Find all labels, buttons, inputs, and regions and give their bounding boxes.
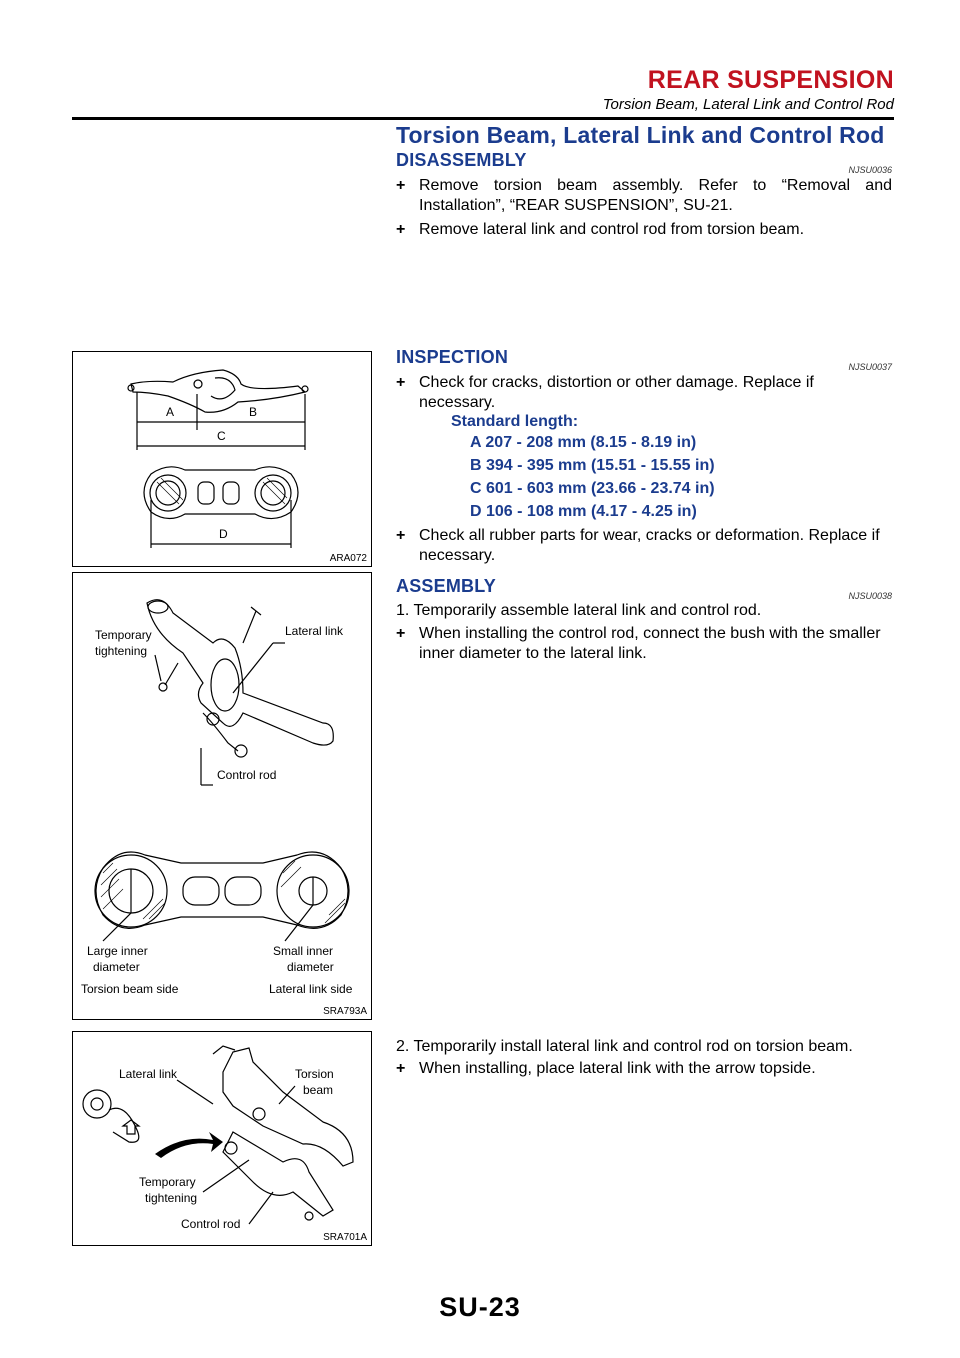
arrow-icon bbox=[155, 1132, 223, 1158]
assembly-list-1 bbox=[396, 624, 892, 664]
figure-assembly bbox=[72, 572, 372, 1020]
list-item bbox=[396, 624, 892, 664]
list-item bbox=[396, 220, 892, 240]
disassembly-code: NJSU0036 bbox=[848, 165, 892, 175]
figure-code: ARA072 bbox=[329, 553, 367, 564]
label-lateral-side: Lateral link side bbox=[269, 982, 353, 996]
disassembly-heading: DISASSEMBLY bbox=[396, 150, 527, 170]
label-tightening: tightening bbox=[95, 644, 148, 658]
torsion-beam-installation-diagram bbox=[73, 1032, 371, 1245]
label-torsion-side: Torsion beam side bbox=[81, 982, 179, 996]
list-item bbox=[396, 176, 892, 216]
spec-b: B 394 - 395 mm (15.51 - 15.55 in) bbox=[470, 457, 715, 474]
inspection-list-2 bbox=[396, 526, 892, 566]
assembly-list-2 bbox=[396, 1059, 892, 1079]
link-dimension-diagram bbox=[73, 352, 371, 566]
bullet-symbol: + bbox=[396, 625, 406, 642]
label-lateral-link: Lateral link bbox=[285, 624, 344, 638]
bullet-symbol: + bbox=[396, 221, 406, 238]
figure-code: SRA701A bbox=[323, 1232, 367, 1243]
disassembly-list bbox=[396, 176, 892, 240]
figure-code: SRA793A bbox=[323, 1006, 367, 1017]
assembly-step-1-bullet: When installing the control rod, connect the bush with the smaller inner diameter to the lateral link. bbox=[419, 625, 881, 662]
page-header-title: REAR SUSPENSION bbox=[647, 66, 894, 94]
spec-d: D 106 - 108 mm (4.17 - 4.25 in) bbox=[470, 503, 697, 520]
label-control-rod: Control rod bbox=[217, 768, 277, 782]
dim-label-b: B bbox=[249, 405, 258, 419]
spec-a: A 207 - 208 mm (8.15 - 8.19 in) bbox=[470, 434, 697, 451]
section-title: Torsion Beam, Lateral Link and Control Rod bbox=[396, 122, 885, 148]
assembly-step-1: 1. Temporarily assemble lateral link and control rod. bbox=[396, 602, 762, 619]
bullet-symbol: + bbox=[396, 177, 406, 194]
label-tightening: tightening bbox=[145, 1191, 198, 1205]
assembly-step-2: 2. Temporarily install lateral link and control rod on torsion beam. bbox=[396, 1038, 853, 1055]
page-number: SU-23 bbox=[439, 1292, 521, 1322]
figure-installation bbox=[72, 1031, 372, 1246]
list-item bbox=[396, 373, 892, 413]
label-small-inner: Small inner bbox=[273, 944, 334, 958]
label-temporary: Temporary bbox=[95, 628, 152, 642]
figure-dimensions bbox=[72, 351, 372, 567]
label-beam: beam bbox=[303, 1083, 334, 1097]
spec-title: Standard length: bbox=[451, 413, 579, 430]
label-large-inner: Large inner bbox=[87, 944, 148, 958]
inspection-bullet-2: Check all rubber parts for wear, cracks or deformation. Replace if necessary. bbox=[419, 527, 880, 564]
inspection-bullet-1: Check for cracks, distortion or other damage. Replace if necessary. bbox=[419, 374, 814, 411]
dim-label-d: D bbox=[219, 527, 228, 541]
spec-c: C 601 - 603 mm (23.66 - 23.74 in) bbox=[470, 480, 715, 497]
label-control-rod: Control rod bbox=[181, 1217, 241, 1231]
inspection-code: NJSU0037 bbox=[848, 362, 892, 372]
disassembly-bullet-1: Remove torsion beam assembly. Refer to “Removal and Installation”, “REAR SUSPENSION”, SU-21. bbox=[419, 177, 892, 214]
bullet-symbol: + bbox=[396, 374, 406, 391]
list-item bbox=[396, 1059, 892, 1079]
label-torsion: Torsion bbox=[295, 1067, 334, 1081]
header-rule bbox=[72, 117, 894, 120]
list-item bbox=[396, 526, 892, 566]
inspection-heading: INSPECTION bbox=[396, 347, 509, 367]
bullet-symbol: + bbox=[396, 1060, 406, 1077]
disassembly-bullet-2: Remove lateral link and control rod from torsion beam. bbox=[419, 221, 805, 238]
dim-label-a: A bbox=[166, 405, 175, 419]
label-small-diameter: diameter bbox=[287, 960, 334, 974]
label-temporary: Temporary bbox=[139, 1175, 196, 1189]
assembly-heading: ASSEMBLY bbox=[396, 576, 496, 596]
label-lateral-link: Lateral link bbox=[119, 1067, 178, 1081]
label-large-diameter: diameter bbox=[93, 960, 140, 974]
inspection-list bbox=[396, 373, 892, 413]
lateral-link-control-rod-diagram bbox=[73, 573, 371, 1019]
assembly-code: NJSU0038 bbox=[848, 591, 892, 601]
page-header-subtitle: Torsion Beam, Lateral Link and Control Rod bbox=[602, 96, 894, 113]
dim-label-c: C bbox=[217, 429, 226, 443]
assembly-step-2-bullet: When installing, place lateral link with the arrow topside. bbox=[419, 1060, 816, 1077]
bullet-symbol: + bbox=[396, 527, 406, 544]
